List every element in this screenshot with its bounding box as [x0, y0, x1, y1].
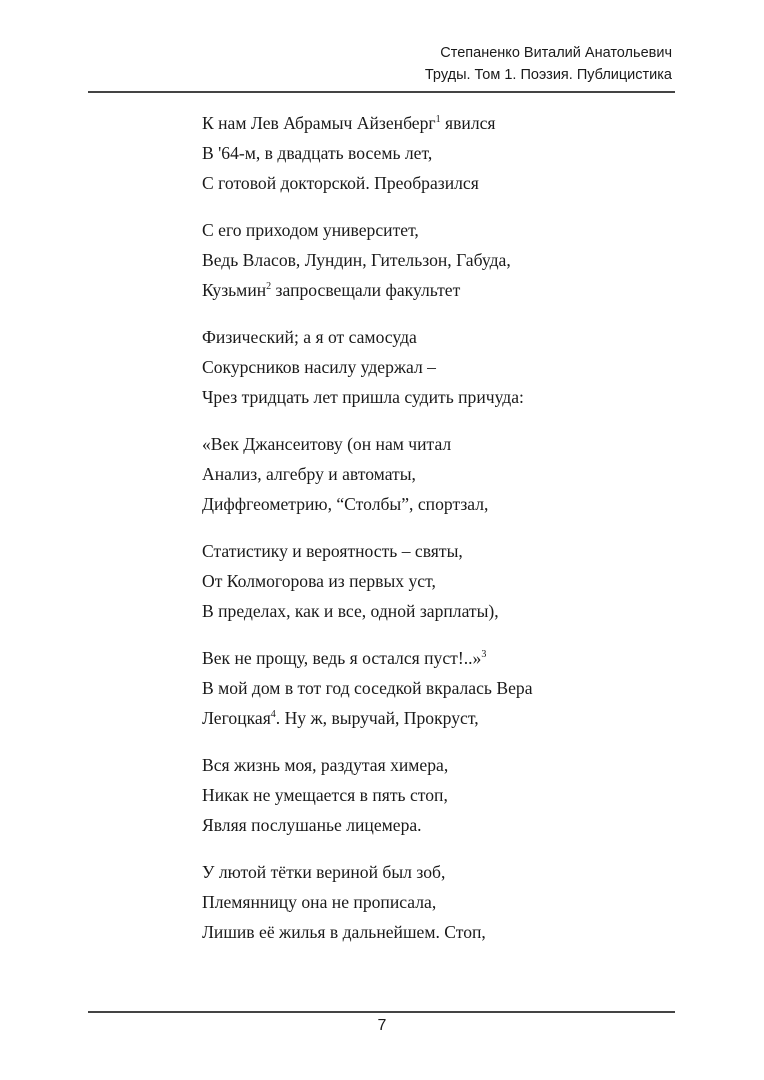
verse-line: С готовой докторской. Преобразился: [202, 173, 479, 193]
verse-line: От Колмогорова из первых уст,: [202, 571, 436, 591]
stanza: [202, 108, 642, 198]
verse-line: К нам Лев Абрамыч Айзенберг$^1$ явился: [202, 113, 496, 133]
verse-line: Ведь Власов, Лундин, Гительзон, Габуда,: [202, 250, 511, 270]
footnote-ref[interactable]: 3: [481, 649, 487, 661]
verse-line: У лютой тётки вериной был зоб,: [202, 862, 446, 882]
verse-line: «Век Джансеитову (он нам читал: [202, 434, 452, 454]
stanza: [202, 750, 642, 840]
header-rule: [88, 91, 675, 93]
stanza: [202, 429, 642, 519]
verse-line: В мой дом в тот год соседкой вкралась Вера: [202, 678, 533, 698]
stanza: [202, 643, 642, 733]
footer-rule: [88, 1011, 675, 1013]
verse-line: Никак не умещается в пять стоп,: [202, 785, 448, 805]
verse-line: Кузьмин$^2$ запросвещали факультет: [202, 280, 461, 300]
verse-line: Племянницу она не прописала,: [202, 892, 437, 912]
verse-line: В пределах, как и все, одной зарплаты),: [202, 601, 499, 621]
verse-line: Анализ, алгебру и автоматы,: [202, 464, 416, 484]
verse-line: Статистику и вероятность – святы,: [202, 541, 463, 561]
verse-line: Сокурсников насилу удержал –: [202, 357, 436, 377]
verse-line: Лишив её жилья в дальнейшем. Стоп,: [202, 922, 486, 942]
header-author: Степаненко Виталий Анатольевич: [440, 45, 672, 61]
verse-line: С его приходом университет,: [202, 220, 419, 240]
footnote-ref[interactable]: 4: [270, 709, 276, 721]
page-number: 7: [377, 1017, 387, 1034]
footnote-ref[interactable]: 1: [435, 114, 441, 126]
verse-line: Чрез тридцать лет пришла судить причуда:: [202, 387, 524, 407]
stanza: [202, 857, 642, 947]
verse-line: В '64-м, в двадцать восемь лет,: [202, 143, 433, 163]
footnote-ref[interactable]: 2: [266, 281, 272, 293]
stanza: [202, 215, 642, 305]
verse-line: Физический; а я от самосуда: [202, 327, 417, 347]
poem-body: [202, 108, 642, 964]
header-subtitle: Труды. Том 1. Поэзия. Публицистика: [424, 67, 672, 83]
verse-line: Вся жизнь моя, раздутая химера,: [202, 755, 449, 775]
verse-line: Легоцкая$^4$. Ну ж, выручай, Прокруст,: [202, 708, 479, 728]
stanza: [202, 536, 642, 626]
verse-line: Диффгеометрию, “Столбы”, спортзал,: [202, 494, 489, 514]
verse-line: Являя послушанье лицемера.: [202, 815, 422, 835]
verse-line: Век не прощу, ведь я остался пуст!..»$^3$: [202, 648, 487, 668]
stanza: [202, 322, 642, 412]
running-header: [425, 42, 672, 86]
